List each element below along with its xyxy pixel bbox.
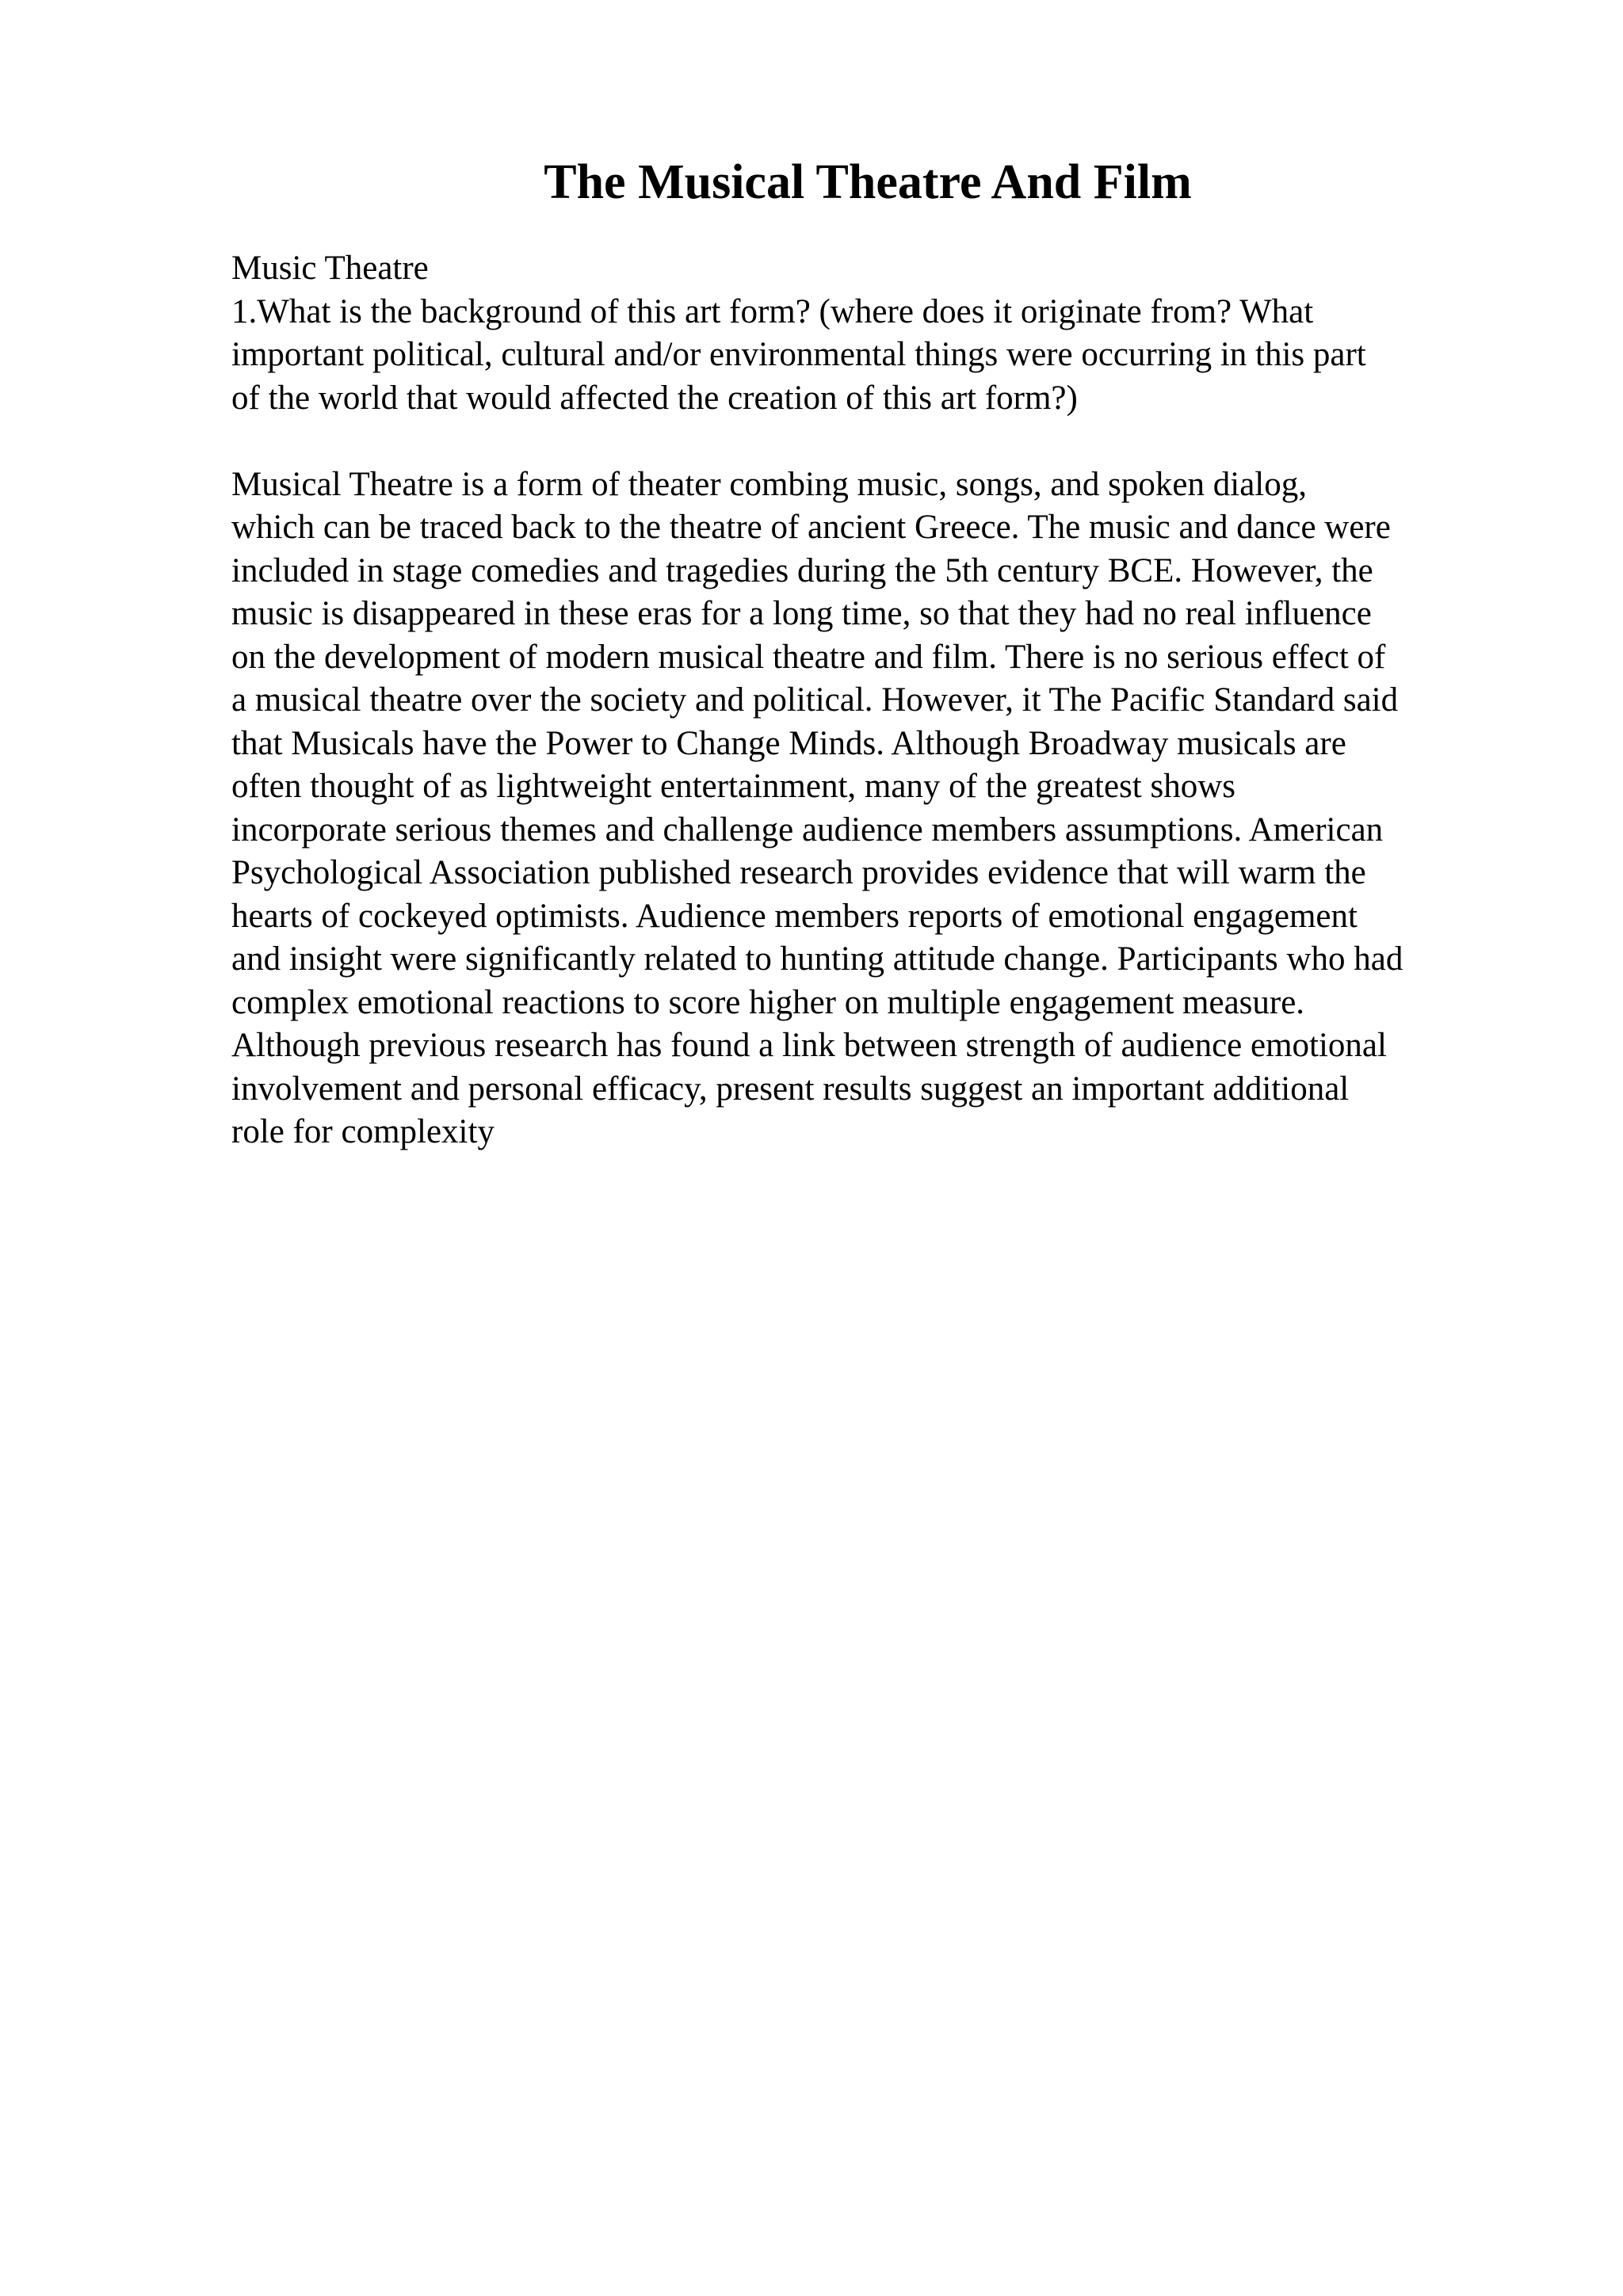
answer-line: hearts of cockeyed optimists. Audience members reports of emotional engagement (231, 897, 1358, 935)
answer-line: Psychological Association published research provides evidence that will warm the (231, 854, 1366, 891)
answer-line: and insight were significantly related to hunting attitude change. Participants who had (231, 940, 1403, 978)
answer-line: Although previous research has found a link between strength of audience emotional (231, 1027, 1387, 1064)
answer-line: which can be traced back to the theatre of ancient Greece. The music and dance were (231, 509, 1391, 546)
answer-line: involvement and personal efficacy, present results suggest an important additional (231, 1070, 1350, 1108)
answer-line: incorporate serious themes and challenge audience members assumptions. American (231, 810, 1384, 849)
answer-paragraph (231, 463, 1531, 1154)
answer-line: included in stage comedies and tragedies during the 5th century BCE. However, the (231, 551, 1373, 589)
document-title: The Musical Theatre And Film (544, 155, 1192, 209)
answer-line: role for complexity (231, 1113, 495, 1150)
paragraph-spacer (231, 420, 1531, 463)
answer-line: that Musicals have the Power to Change Minds. Although Broadway musicals are (231, 724, 1346, 762)
question-paragraph (231, 291, 1531, 421)
answer-line: a musical theatre over the society and political. However, it The Pacific Standard said (231, 681, 1399, 719)
answer-line: music is disappeared in these eras for a long time, so that they had no real influence (231, 595, 1372, 632)
answer-line: often thought of as lightweight entertainment, many of the greatest shows (231, 768, 1236, 805)
section-heading: Music Theatre (231, 250, 429, 287)
answer-line: complex emotional reactions to score higher on multiple engagement measure. (231, 983, 1305, 1021)
question-line: important political, cultural and/or environmental things were occurring in this part (231, 336, 1366, 373)
question-line: 1.What is the background of this art form? (where does it originate from? What (231, 292, 1314, 330)
document-body (231, 247, 1531, 1154)
answer-line: on the development of modern musical theatre and film. There is no serious effect of (231, 638, 1386, 676)
answer-line: Musical Theatre is a form of theater combing music, songs, and spoken dialog, (231, 465, 1307, 503)
question-line: of the world that would affected the creation of this art form?) (231, 379, 1078, 417)
